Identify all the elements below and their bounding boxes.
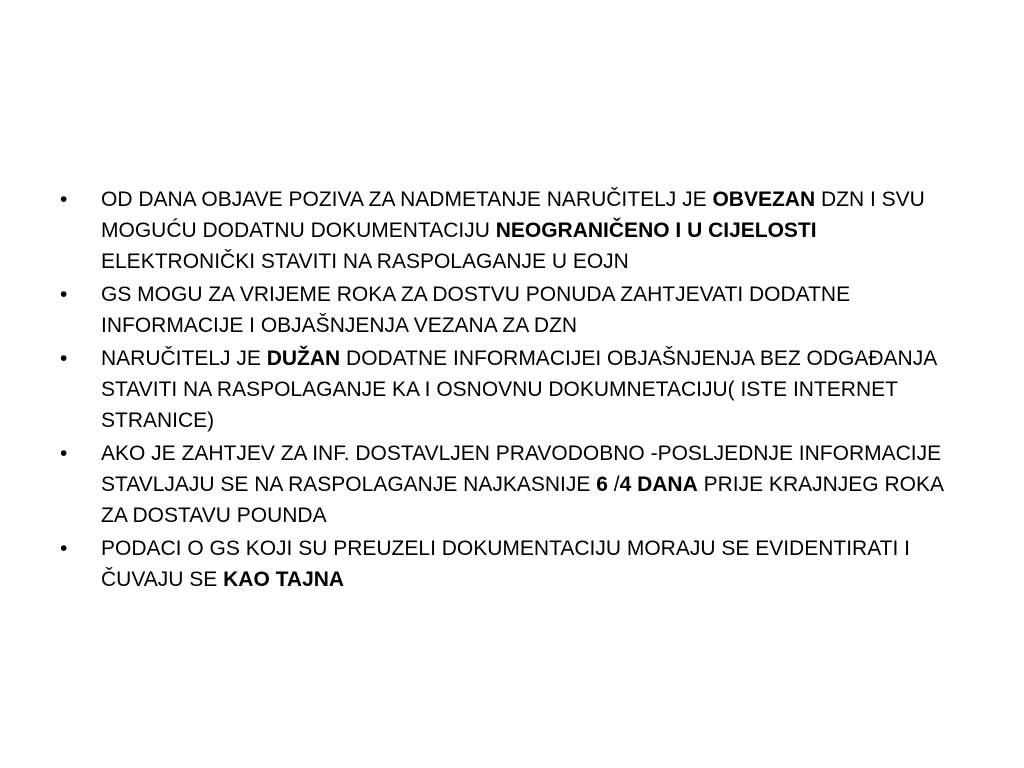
text-run: AKO JE ZAHTJEV ZA INF. DOSTAVLJEN PRAVODOBNO -POSLJEDNJE INFORMACIJE STAVLJAJU SE NA RASPOLAGANJE NAJKASNIJE	[101, 442, 942, 496]
bullet-item-3	[60, 343, 970, 436]
text-run: DZN I SVU MOGUĆU DODATNU DOKUMENTACIJU	[101, 188, 925, 242]
bullet-list	[60, 184, 970, 597]
text-run: ELEKTRONIČKI STAVITI NA RASPOLAGANJE U EOJN	[101, 250, 629, 273]
bullet-dot: •	[60, 442, 68, 465]
text-run: GS MOGU ZA VRIJEME ROKA ZA DOSTVU PONUDA ZAHTJEVATI DODATNE INFORMACIJE I OBJAŠNJENJA VEZANA ZA DZN	[101, 283, 851, 337]
text-run: DODATNE INFORMACIJEI OBJAŠNJENJA BEZ ODGAĐANJA STAVITI NA RASPOLAGANJE KA I OSNOVNU DOKUMNETACIJU( ISTE INTERNET STRANICE)	[101, 347, 937, 432]
bullet-text	[101, 188, 925, 273]
emphasis-neograniceno: NEOGRANIČENO I U CIJELOSTI	[495, 219, 817, 242]
text-run: /	[607, 473, 620, 496]
emphasis-duzan: DUŽAN	[266, 347, 341, 370]
bullet-text	[101, 283, 850, 337]
text-run: PRIJE KRAJNJEG ROKA ZA DOSTAVU POUNDA	[101, 473, 943, 527]
bullet-dot: •	[60, 537, 68, 560]
emphasis-kao-tajna: KAO TAJNA	[223, 568, 345, 591]
emphasis-obvezan: OBVEZAN	[712, 188, 816, 211]
bullet-item-5	[60, 533, 970, 595]
bullet-item-1	[60, 184, 970, 277]
bullet-dot: •	[60, 283, 68, 306]
emphasis-6: 6	[596, 473, 608, 496]
bullet-dot: •	[60, 188, 68, 211]
bullet-text	[101, 442, 943, 527]
bullet-item-2	[60, 279, 970, 341]
emphasis-4-dana: 4 DANA	[619, 473, 698, 496]
bullet-dot: •	[60, 347, 68, 370]
bullet-item-4	[60, 438, 970, 531]
text-run: PODACI O GS KOJI SU PREUZELI DOKUMENTACIJU MORAJU SE EVIDENTIRATI I ČUVAJU SE	[101, 537, 910, 591]
text-run: NARUČITELJ JE	[101, 347, 267, 370]
text-run: OD DANA OBJAVE POZIVA ZA NADMETANJE NARUČITELJ JE	[101, 188, 713, 211]
bullet-text	[101, 537, 910, 591]
bullet-text	[101, 347, 936, 432]
